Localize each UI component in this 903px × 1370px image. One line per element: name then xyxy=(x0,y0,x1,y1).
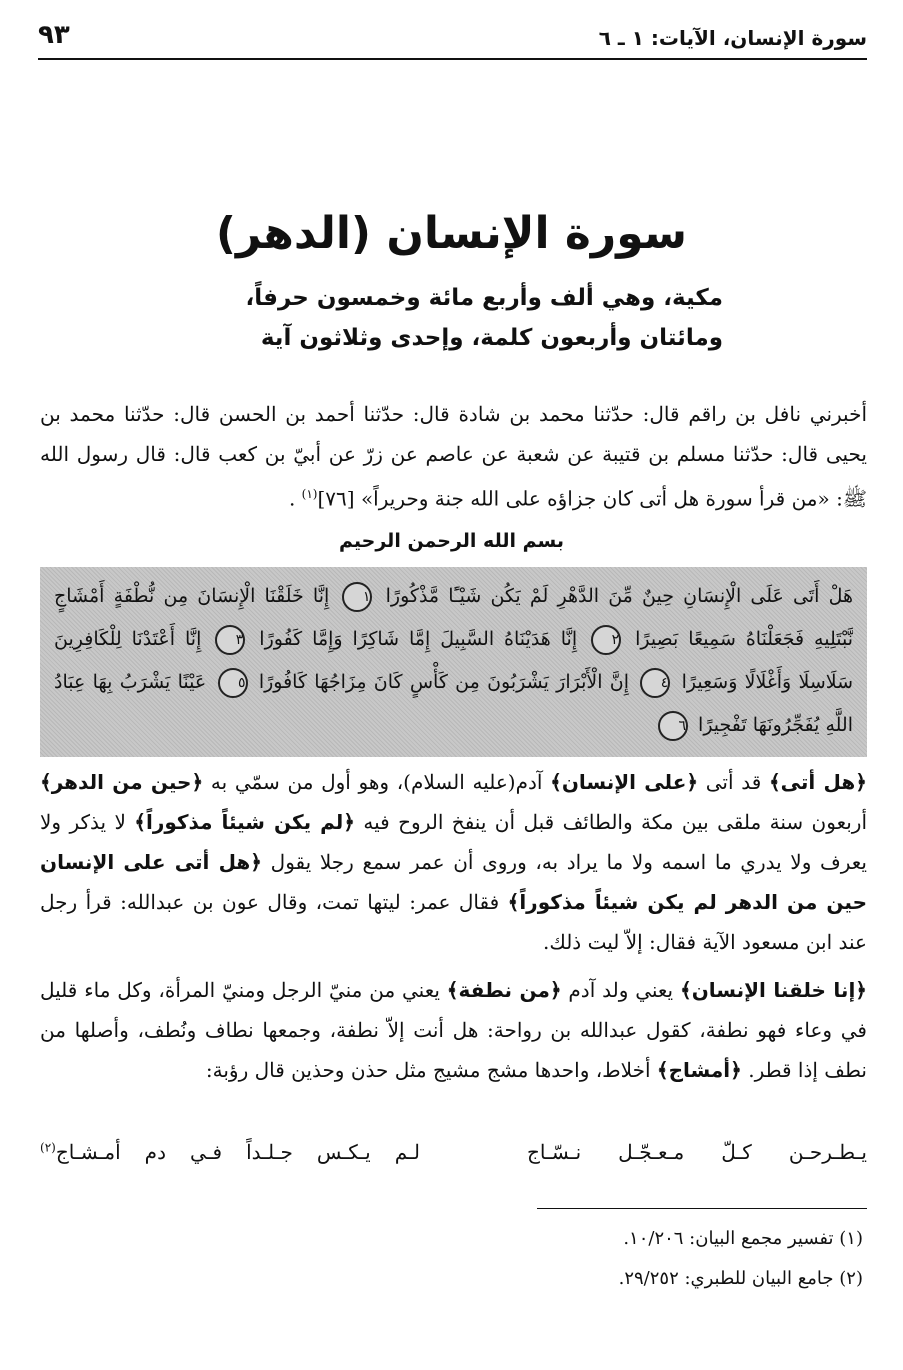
commentary-text: أربعون سنة ملقى بين مكة والطائف قبل أن ينفخ الروح فيه xyxy=(355,810,868,834)
verse-text: إِنَّا أَعْتَدْنَا لِلْكَافِرِينَ xyxy=(54,628,202,650)
verse-text: إِنَّا خَلَقْنَا الْإِنسَانَ مِن نُّطْفَةٍ أَمْشَاجٍ xyxy=(54,585,330,607)
footnote-2 xyxy=(40,1268,863,1289)
basmala: بسم الله الرحمن الرحيم xyxy=(339,530,564,552)
verse-text: سَلَاسِلَا وَأَغْلَالًا وَسَعِيرًا xyxy=(681,671,853,693)
isnad-end: . xyxy=(288,486,296,511)
footnote-number: (١) xyxy=(839,1228,863,1249)
quran-line xyxy=(54,704,853,747)
quoted-verse: ﴿هل أتى على الإنسان حين من الدهر لم يكن شيئاً مذكوراً﴾ xyxy=(40,850,867,914)
ayah-number-badge: ٢ xyxy=(591,625,621,655)
footnote-number: (٢) xyxy=(839,1268,863,1289)
surah-subtitle-line-1: مكية، وهي ألف وأربع مائة وخمسون حرفاً، xyxy=(245,285,723,311)
verse-text: اللَّهِ يُفَجِّرُونَهَا تَفْجِيرًا xyxy=(698,714,853,736)
header-title: سورة الإنسان، الآيات: ١ ـ ٦ xyxy=(598,26,867,50)
surah-title: سورة الإنسان (الدهر) xyxy=(215,208,688,259)
verse-text: إِنَّ الْأَبْرَارَ يَشْرَبُونَ مِن كَأْسٍ كَانَ مِزَاجُهَا كَافُورًا xyxy=(258,671,630,693)
isnad-paragraph xyxy=(40,394,867,519)
quoted-verse: ﴿أمشاج﴾ xyxy=(656,1058,742,1082)
quoted-verse: ﴿لم يكن شيئاً مذكوراً﴾ xyxy=(134,810,356,834)
verse-text: إِنَّا هَدَيْنَاهُ السَّبِيلَ إِمَّا شَاكِرًا وَإِمَّا كَفُورًا xyxy=(259,628,578,650)
isnad-text: أخبرني نافل بن راقم قال: حدّثنا محمد بن شادة قال: حدّثنا أحمد بن الحسن قال: حدّثنا محمد بن يحيى قال: حدّثنا مسلم بن قتيبة عن شعبة عن عاصم عن زرّ عن أبيّ بن كعب قال: قال رسول الله ﷺ: «من قرأ سورة هل أتى كان جزاؤه على الله جنة وحريراً» [٧٦] xyxy=(40,402,867,511)
page-number: ٩٣ xyxy=(38,20,70,50)
ayah-number-badge: ٤ xyxy=(640,668,670,698)
quran-verses-box xyxy=(40,567,867,757)
poem-verse xyxy=(40,1140,867,1180)
footnote-1 xyxy=(40,1228,863,1249)
quoted-verse: ﴿من نطفة﴾ xyxy=(446,978,562,1002)
ayah-number-badge: ٣ xyxy=(215,625,245,655)
commentary-text: قد أتى xyxy=(698,770,769,794)
poem-second-hemistich xyxy=(40,1140,420,1164)
tafsir-paragraph-2 xyxy=(40,970,867,1090)
poem-second-hemistich-text: لـم يـكـس جـلـداً فـي دم أمـشـاج xyxy=(55,1140,420,1164)
quoted-verse: ﴿حين من الدهر﴾ xyxy=(40,770,204,794)
footnote-text: جامع البيان للطبري: ٢٩/٢٥٢. xyxy=(618,1268,834,1289)
ayah-number-badge: ٦ xyxy=(658,711,688,741)
quoted-verse: ﴿هل أتى﴾ xyxy=(768,770,867,794)
commentary-text: آدم(عليه السلام)، وهو أول من سمّي به xyxy=(203,770,551,794)
poem-first-hemistich: يـطـرحـن كـلّ مـعـجّـل نـسّـاج xyxy=(527,1140,867,1164)
running-header xyxy=(38,20,867,60)
footnote-ref-1: (١) xyxy=(301,487,318,501)
commentary-text: أخلاط، واحدها مشج مشيج مثل حذن وحذين قال رؤبة: xyxy=(205,1058,657,1082)
footnote-text: تفسير مجمع البيان: ١٠/٢٠٦. xyxy=(623,1228,834,1249)
verse-text: نَّبْتَلِيهِ فَجَعَلْنَاهُ سَمِيعًا بَصِيرًا xyxy=(635,628,853,650)
surah-subtitle-line-2: ومائتان وأربعون كلمة، وإحدى وثلاثون آية xyxy=(260,325,723,351)
commentary-text: فقال عمر: ليتها تمت، وقال عون بن عبدالله: قرأ رجل عند ابن مسعود الآية فقال: إلاّ ليت ذلك. xyxy=(40,890,867,954)
quran-line xyxy=(54,575,853,618)
footnote-ref-2: (٢) xyxy=(40,1140,56,1155)
verse-text: عَيْنًا يَشْرَبُ بِهَا عِبَادُ xyxy=(54,671,207,693)
quoted-verse: ﴿إنا خلقنا الإنسان﴾ xyxy=(679,978,868,1002)
quoted-verse: ﴿على الإنسان﴾ xyxy=(550,770,699,794)
commentary-text: لا يذكر ولا يعرف ولا يدري ما اسمه ولا ما يراد به، وروى أن عمر سمع رجلا يقول xyxy=(40,810,867,874)
ayah-number-badge: ٥ xyxy=(218,668,248,698)
commentary-text: يعني ولد آدم xyxy=(561,978,680,1002)
tafsir-paragraph-1 xyxy=(40,762,867,962)
quran-line xyxy=(54,618,853,661)
ayah-number-badge: ١ xyxy=(342,582,372,612)
quran-line xyxy=(54,661,853,704)
verse-text: هَلْ أَتَى عَلَى الْإِنسَانِ حِينٌ مِّنَ الدَّهْرِ لَمْ يَكُن شَيْـًٔا مَّذْكُورًا xyxy=(385,585,853,607)
footnote-divider xyxy=(537,1208,867,1209)
commentary-text: يعني من منيّ الرجل ومنيّ المرأة، وكل ماء قليل في وعاء فهو نطفة، كقول عبدالله بن رواحة: هل أنت إلاّ نطفة، وجمعها نطاف ونُطف، وأصلها من نطف إذا قطر. xyxy=(40,978,867,1082)
